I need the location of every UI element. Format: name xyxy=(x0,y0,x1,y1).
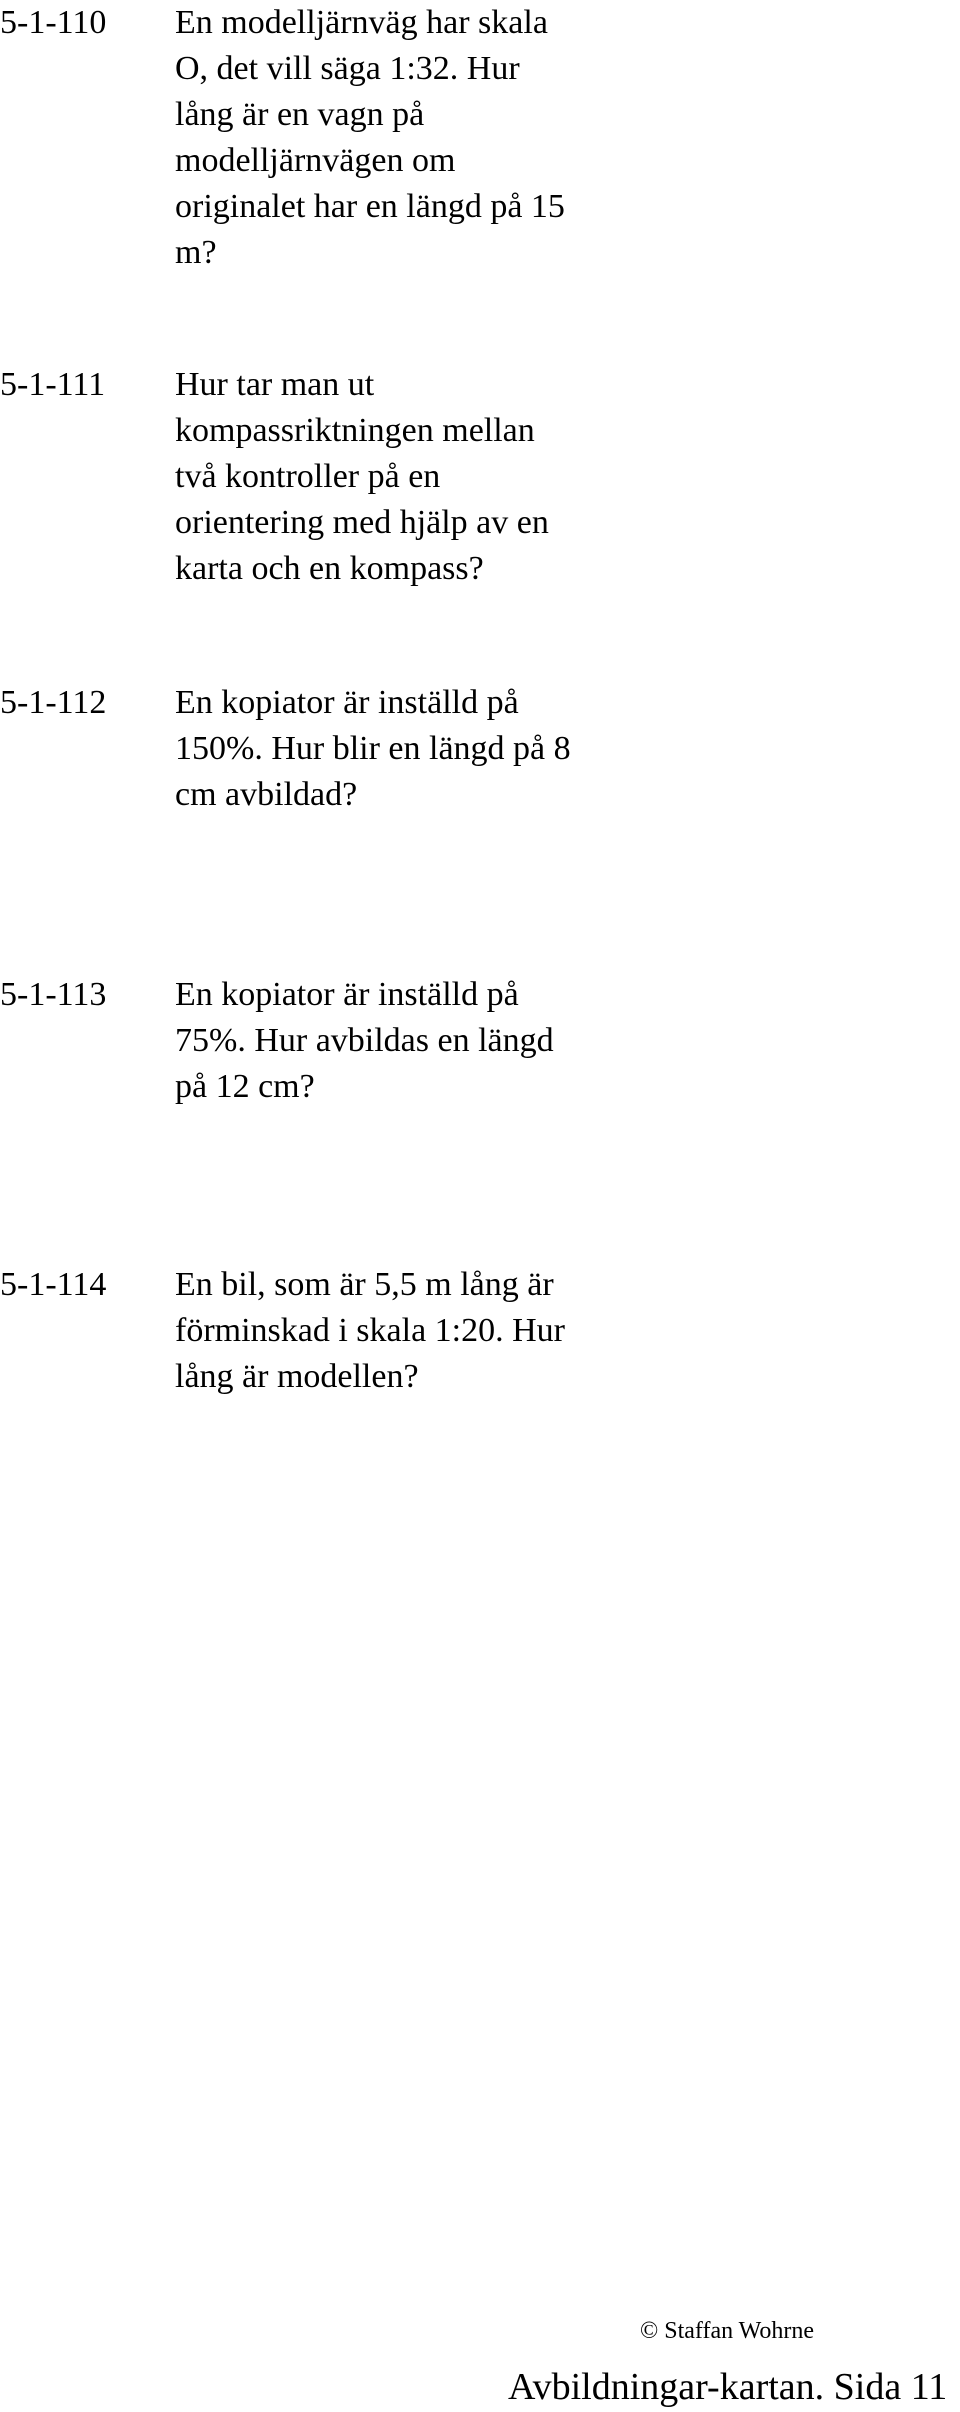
exercise-text-line: En bil, som är 5,5 m lång är xyxy=(175,1266,554,1303)
exercise-text-line: originalet har en längd på 15 xyxy=(175,188,565,225)
exercise-text-line: En kopiator är inställd på xyxy=(175,684,519,721)
exercise-text-line: 75%. Hur avbildas en längd xyxy=(175,1022,554,1059)
exercise-text-line: m? xyxy=(175,234,217,271)
exercise-text-line: två kontroller på en xyxy=(175,458,441,495)
exercise-text-line: förminskad i skala 1:20. Hur xyxy=(175,1312,565,1349)
exercise-text-line: lång är modellen? xyxy=(175,1358,419,1395)
exercise-text-line: En kopiator är inställd på xyxy=(175,976,519,1013)
exercise-text-line: på 12 cm? xyxy=(175,1068,315,1105)
exercise-number: 5-1-113 xyxy=(0,976,107,1013)
exercise-text-line: lång är en vagn på xyxy=(175,96,425,133)
exercise-text-line: En modelljärnväg har skala xyxy=(175,4,548,41)
exercise-number: 5-1-110 xyxy=(0,4,107,41)
exercise-text-line: Hur tar man ut xyxy=(175,366,375,403)
exercise-text-line: orientering med hjälp av en xyxy=(175,504,549,541)
copyright-notice: © Staffan Wohrne xyxy=(640,2318,815,2344)
page-footer: Avbildningar-kartan. Sida 11 xyxy=(508,2366,948,2408)
exercise-text-line: modelljärnvägen om xyxy=(175,142,456,179)
exercise-number: 5-1-111 xyxy=(0,366,106,403)
exercise-number: 5-1-112 xyxy=(0,684,107,721)
exercise-text-line: 150%. Hur blir en längd på 8 xyxy=(175,730,571,767)
exercise-text-line: cm avbildad? xyxy=(175,776,358,813)
exercise-text-line: O, det vill säga 1:32. Hur xyxy=(175,50,520,87)
exercise-text-line: kompassriktningen mellan xyxy=(175,412,535,449)
exercise-number: 5-1-114 xyxy=(0,1266,107,1303)
exercise-text-line: karta och en kompass? xyxy=(175,550,484,587)
